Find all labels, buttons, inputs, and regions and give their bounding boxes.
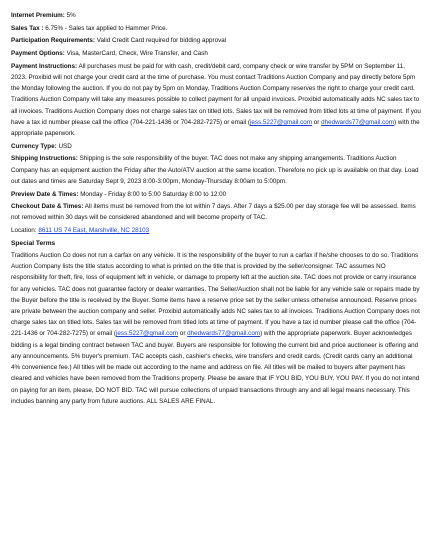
- sales-tax-label: Sales Tax :: [11, 24, 44, 32]
- payment-options-value: Visa, MasterCard, Check, Wire Transfer, and Cash: [66, 50, 208, 58]
- payment-options-label: Payment Options:: [11, 50, 65, 58]
- shipping-value: Shipping is the sole responsibility of the buyer. TAC does not make any shipping arrangements. Traditions Auction Company has an equipment auction the Friday after the Auto/ATV auction at the same location. Therefore no pick up is available on that day. Load out dates and times are Saturday Sept 9, 2023 8:00-3:00pm, Monday-Thursday 8:00am to 5:00pm.: [11, 155, 419, 185]
- currency-line: [11, 141, 422, 152]
- preview-value: Monday - Friday 8:00 to 5:00 Saturday 8:00 to 12:00: [80, 190, 227, 198]
- special-terms-or: or: [178, 330, 188, 338]
- shipping-paragraph: [11, 153, 422, 187]
- shipping-label: Shipping Instructions:: [11, 155, 78, 163]
- special-terms-text: Traditions Auction Co does not run a carfax on any vehicle. It is the responsibility of the buyer to run a carfax if he/she chooses to do so. Traditions Auction Company lists the title status according to what is printed on the title that is provided by the seller/consigner. TAC assumes NO responsibility for theft, fire, loss of equipment left in vehicle, or damage to property left at the auction site. TAC does not provide or carry insurance for any vehicles. TAC does not guarantee factory or dealer warranties. The Seller/Auction shall not be liable for any vehicle sale or repairs made by the Buyer before the title is received by the Buyer. Some items have a reserve price set by the seller unless otherwise announced. Reserve prices are private between the auction company and seller. Proxibid automatically adds NC sales tax to all invoices. Traditions Auction Company does not charge sales tax on titled lots. Sales tax will be removed from titled lots at time of payment. If you have a tax id number please call the office (704-221-1436 or 704-282-7275) or email (: [11, 252, 420, 338]
- special-terms-email-link-jess[interactable]: jess.5227@gmail.com: [116, 330, 179, 338]
- location-line: [11, 225, 422, 236]
- payment-instructions-text: All purchases must be paid for with cash, credit/debit card, company check or wire transfer by 5PM on September 11, 2023. Proxibid will not charge your credit card at the time of purchase. You must contact Traditions Auction Company and pay directly before 5pm the Monday following the auction. If you do not pay by 5pm on Monday, Traditions Auction Company reserves the right to charge your credit card. Traditions Auction Company will take any measures possible to collect payment for all unpaid invoices. Proxibid automatically adds NC sales tax to all invoices. Traditions Auction Company does not charge sales tax on titled lots. Sales tax will be removed from titled lots at time of payment. If you have a tax id number please call the office (704-221-1436 or 704-282-7275) or email (: [11, 62, 421, 126]
- special-terms-paragraph: [11, 250, 422, 407]
- preview-line: [11, 189, 422, 200]
- special-terms-email-link-dhedwards[interactable]: dhedwards77@gmail.com: [187, 330, 261, 338]
- participation-value: Valid Credit Card required for bidding approval: [96, 37, 227, 45]
- preview-label: Preview Date & Times:: [11, 190, 79, 198]
- checkout-label: Checkout Date & Times:: [11, 203, 84, 211]
- participation-label: Participation Requirements:: [11, 37, 95, 45]
- sales-tax-value: 6.75% - Sales tax applied to Hammer Price.: [45, 24, 168, 32]
- special-terms-tail: ) with the appropriate paperwork. Buyer acknowledges bidding is a legal binding contract between TAC and buyer. Buyers are responsible for following the current bid and price auctioneer is offering and any announcements. 5% buyer's premium. TAC accepts cash, cashier's checks, wire transfers and credit cards. (Credit cards carry an additional 4% convenience fee.) All titles will be made out according to the name and address on file. All titles will be mailed to buyers after payment has cleared and vehicles have been removed from the Traditions property. Please be aware that IF YOU BID, YOU BUY, YOU PAY. If you do not intend on paying for an item, please, DO NOT BID. TAC will pursue collections of unpaid transactions through any and all legal means necessary. This includes banning any party from future auctions. ALL SALES ARE FINAL.: [11, 330, 420, 405]
- location-label: Location:: [11, 227, 37, 235]
- checkout-paragraph: [11, 201, 422, 223]
- location-link[interactable]: 8611 US 74 East, Marshville, NC 28103: [38, 227, 150, 235]
- currency-label: Currency Type:: [11, 142, 57, 150]
- currency-value: USD: [58, 142, 72, 150]
- payment-options-line: [11, 48, 422, 59]
- payment-instructions-label: Payment Instructions:: [11, 62, 78, 70]
- internet-premium-value: 5%: [66, 12, 76, 19]
- special-terms-heading: Special Terms: [11, 239, 56, 247]
- email-link-jess[interactable]: jess.5227@gmail.com: [249, 118, 313, 126]
- payment-instructions-paragraph: [11, 61, 422, 139]
- email-link-dhedwards[interactable]: dhedwards77@gmail.com: [321, 118, 395, 126]
- participation-line: [11, 35, 422, 46]
- internet-premium-label: Internet Premium:: [11, 12, 65, 19]
- payment-instructions-tail: ) with the appropriate paperwork.: [11, 118, 420, 138]
- payment-instructions-or: or: [312, 118, 322, 126]
- internet-premium-line: [11, 10, 422, 21]
- checkout-value: All items must be removed from the lot within 7 days. After 7 days a $25.00 per day storage fee will be assessed. Items not removed within 30 days will be considered abandoned and will become property of TAC.: [11, 203, 416, 222]
- sales-tax-line: [11, 23, 422, 34]
